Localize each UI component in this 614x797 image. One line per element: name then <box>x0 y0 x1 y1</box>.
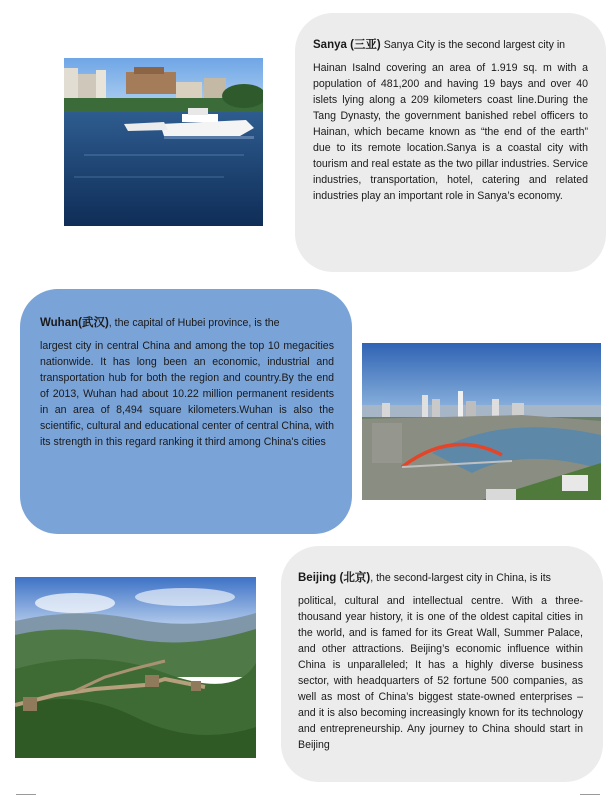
wuhan-title: Wuhan(武汉) <box>40 317 109 329</box>
beijing-body: political, cultural and intellectual centre. With a three-thousand year history, it is one of the oldest capital cities in the world, and is famed for its Great Wall, Summer Palace, and other attractions. Beijing’s economic influence within China is unparalleled; It has a highly diverse business sector, with headquarters of 52 fortune 500 companies, as well as most of China’s biggest state-owned enterprises – and it is also becoming increasingly known for its technology and entrepreneurship. Any journey to China should start in Beijing <box>298 595 583 751</box>
great-wall-photo <box>15 577 256 758</box>
page-corner-mark-right <box>580 794 600 795</box>
page-corner-mark-left <box>16 794 36 795</box>
sanya-info-card <box>295 13 606 272</box>
sanya-harbor-photo <box>64 58 263 226</box>
wuhan-first-line: Wuhan(武汉), the capital of Hubei province, is the <box>40 317 280 329</box>
beijing-info-card <box>281 546 603 782</box>
sanya-title: Sanya (三亚) <box>313 39 381 51</box>
wuhan-city-photo <box>362 343 601 500</box>
wuhan-body: largest city in central China and among the top 10 megacities nationwide. It has long been an economic, industrial and transportation hub for both the region and country.By the end of 2013, Wuhan had about 10.22 million permanent residents in an area of 8,494 square kilometers.Wuhan is also the scientific, cultural and educational center of central China, with its strength in this regard ranking it third among China's cities <box>40 340 334 448</box>
sanya-first-line: Sanya (三亚) Sanya City is the second largest city in <box>313 39 566 51</box>
sanya-body: Hainan Isalnd covering an area of 1.919 sq. m with a population of 481,200 and having 19 bays and over 40 islets lying along a 209 kilometers coast line.During the Tang Dynasty, the government banished rebel officers to Hainan, which became known as “the end of the earth” due to its remote location.Sanya is a coastal city with tourism and real estate as the two pillar industries. Service industries, transportation, hotel, catering and related industries play an important role in Sanya’s economy. <box>313 62 588 202</box>
wuhan-info-card <box>20 289 352 534</box>
beijing-title: Beijing (北京) <box>298 572 371 584</box>
beijing-first-line: Beijing (北京), the second-largest city in China, is its <box>298 572 551 584</box>
